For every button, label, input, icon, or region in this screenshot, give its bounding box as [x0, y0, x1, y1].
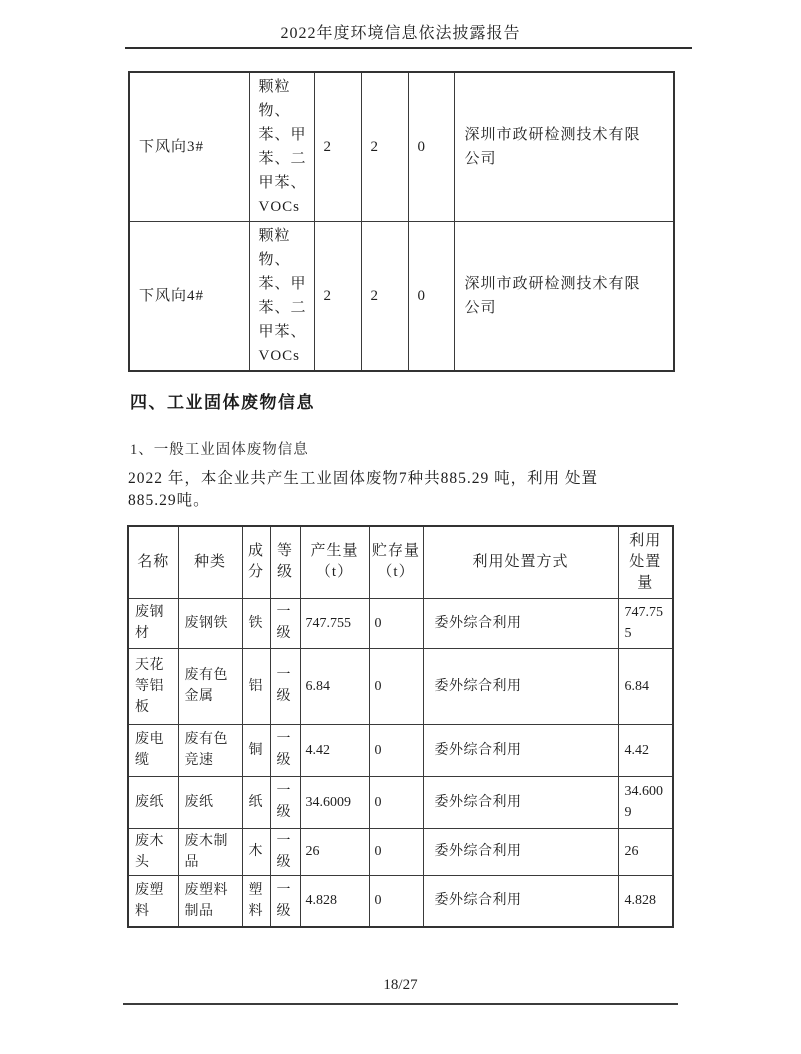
disposal-amount-cell: 747.755	[618, 598, 673, 648]
value-cell: 2	[314, 72, 361, 222]
column-header: 种类	[178, 526, 242, 598]
column-header: 贮存量（t）	[369, 526, 423, 598]
air-monitoring-table	[128, 71, 675, 372]
solid-waste-table	[127, 525, 674, 928]
header-rule	[125, 47, 692, 49]
type-cell: 废钢铁	[178, 598, 242, 648]
component-cell: 铝	[242, 648, 270, 724]
stored-cell: 0	[369, 875, 423, 927]
generated-cell: 747.755	[300, 598, 369, 648]
disposal-amount-cell: 4.42	[618, 724, 673, 776]
name-cell: 废电缆	[128, 724, 178, 776]
footer-page-number: 18/27	[383, 977, 418, 993]
type-cell: 废有色金属	[178, 648, 242, 724]
table-row	[128, 598, 673, 648]
column-header: 利用处置方式	[423, 526, 618, 598]
disposal-method-cell: 委外综合利用	[423, 724, 618, 776]
name-cell: 天花等铝板	[128, 648, 178, 724]
stored-cell: 0	[369, 724, 423, 776]
disposal-method-cell: 委外综合利用	[423, 648, 618, 724]
generated-cell: 6.84	[300, 648, 369, 724]
pollutants-cell: 颗粒物、苯、甲苯、二甲苯、VOCs	[249, 72, 314, 222]
column-header: 等级	[270, 526, 300, 598]
disposal-method-cell: 委外综合利用	[423, 875, 618, 927]
table-row	[129, 72, 674, 222]
disposal-amount-cell: 34.6009	[618, 776, 673, 828]
name-cell: 废木头	[128, 828, 178, 875]
grade-cell: 一级	[270, 828, 300, 875]
name-cell: 废塑料	[128, 875, 178, 927]
disposal-method-cell: 委外综合利用	[423, 776, 618, 828]
value-cell: 2	[361, 222, 408, 372]
disposal-amount-cell: 4.828	[618, 875, 673, 927]
grade-cell: 一级	[270, 598, 300, 648]
column-header: 名称	[128, 526, 178, 598]
stored-cell: 0	[369, 776, 423, 828]
stored-cell: 0	[369, 598, 423, 648]
type-cell: 废木制品	[178, 828, 242, 875]
type-cell: 废塑料制品	[178, 875, 242, 927]
paragraph-line: 2022 年，本企业共产生工业固体废物7种共885.29 吨，利用 处置	[128, 470, 599, 487]
component-cell: 塑料	[242, 875, 270, 927]
type-cell: 废纸	[178, 776, 242, 828]
footer-rule	[123, 1003, 678, 1005]
doc-title: 2022年度环境信息依法披露报告	[280, 25, 521, 42]
table-row	[128, 648, 673, 724]
monitoring-point-cell: 下风向3#	[129, 72, 249, 222]
grade-cell: 一级	[270, 648, 300, 724]
table-row	[129, 222, 674, 372]
grade-cell: 一级	[270, 724, 300, 776]
value-cell: 0	[408, 72, 454, 222]
column-header: 产生量（t）	[300, 526, 369, 598]
disposal-method-cell: 委外综合利用	[423, 828, 618, 875]
table-row	[128, 875, 673, 927]
disposal-amount-cell: 6.84	[618, 648, 673, 724]
generated-cell: 34.6009	[300, 776, 369, 828]
column-header: 利用处置量	[618, 526, 673, 598]
value-cell: 2	[314, 222, 361, 372]
subsection-heading: 1、一般工业固体废物信息	[130, 442, 309, 458]
pollutants-cell: 颗粒物、苯、甲苯、二甲苯、VOCs	[249, 222, 314, 372]
generated-cell: 26	[300, 828, 369, 875]
component-cell: 木	[242, 828, 270, 875]
monitoring-point-cell: 下风向4#	[129, 222, 249, 372]
name-cell: 废钢材	[128, 598, 178, 648]
disposal-amount-cell: 26	[618, 828, 673, 875]
section-heading: 四、工业固体废物信息	[130, 393, 315, 412]
component-cell: 纸	[242, 776, 270, 828]
agency-cell: 深圳市政研检测技术有限公司	[454, 72, 674, 222]
table-row	[128, 828, 673, 875]
table-row	[128, 776, 673, 828]
stored-cell: 0	[369, 648, 423, 724]
generated-cell: 4.828	[300, 875, 369, 927]
name-cell: 废纸	[128, 776, 178, 828]
grade-cell: 一级	[270, 776, 300, 828]
value-cell: 2	[361, 72, 408, 222]
stored-cell: 0	[369, 828, 423, 875]
agency-cell: 深圳市政研检测技术有限公司	[454, 222, 674, 372]
generated-cell: 4.42	[300, 724, 369, 776]
disposal-method-cell: 委外综合利用	[423, 598, 618, 648]
paragraph-line: 885.29吨。	[128, 492, 210, 509]
grade-cell: 一级	[270, 875, 300, 927]
paragraph	[128, 468, 693, 512]
component-cell: 铁	[242, 598, 270, 648]
component-cell: 铜	[242, 724, 270, 776]
header-row	[128, 526, 673, 598]
type-cell: 废有色竞速	[178, 724, 242, 776]
value-cell: 0	[408, 222, 454, 372]
column-header: 成分	[242, 526, 270, 598]
table-row	[128, 724, 673, 776]
